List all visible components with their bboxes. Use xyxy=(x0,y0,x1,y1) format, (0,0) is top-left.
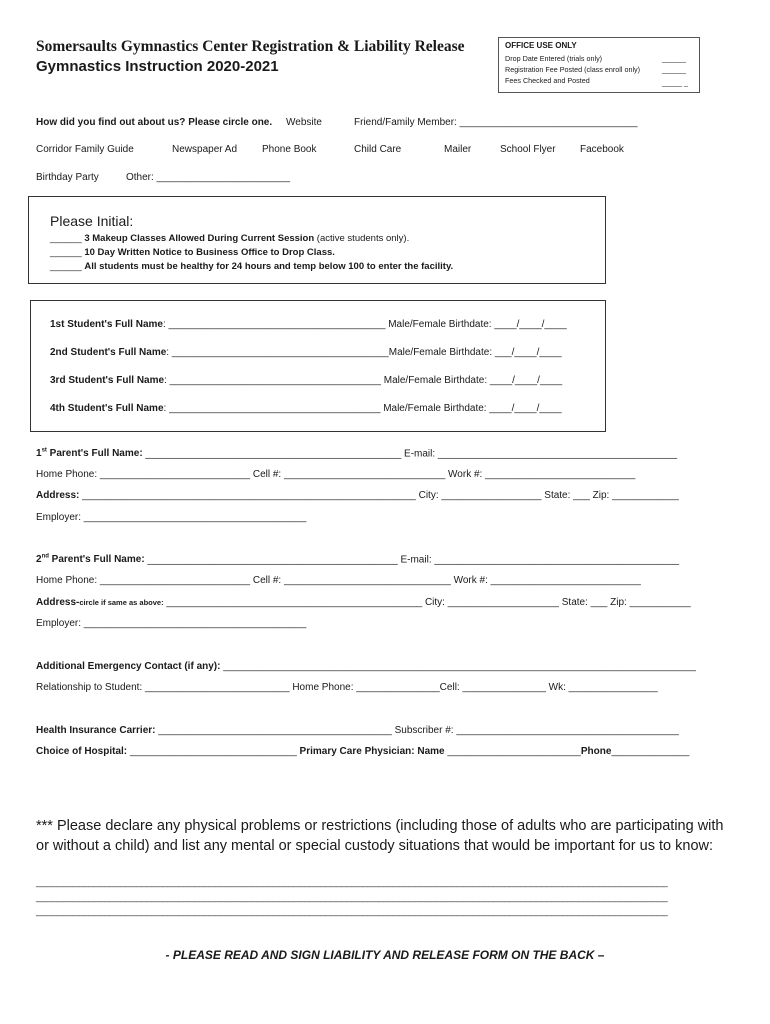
declare-line[interactable]: ________________________________________________________________________________________________________________________ xyxy=(36,906,668,917)
declare-line[interactable]: ________________________________________________________________________________________________________________________ xyxy=(36,877,668,888)
initial-item[interactable] xyxy=(50,247,335,258)
office-use-heading: OFFICE USE ONLY xyxy=(505,41,577,50)
initial-item[interactable] xyxy=(50,261,453,272)
physician-phone-field[interactable]: ______________ xyxy=(611,746,690,757)
student-row[interactable] xyxy=(50,319,567,330)
health-insurance-fields[interactable]: __________________________________________ Subscriber #: ________________________________________ xyxy=(155,725,679,736)
parent2-name-label: 2nd Parent's Full Name: xyxy=(36,554,145,566)
initial-blank[interactable]: ______ xyxy=(50,247,82,258)
option-friend-family[interactable]: Friend/Family Member: ________________________________ xyxy=(354,117,638,128)
initial-item[interactable] xyxy=(50,233,409,244)
option-child-care[interactable]: Child Care xyxy=(354,144,402,155)
parent1-name-fields[interactable]: ______________________________________________ E-mail: ___________________________________________ xyxy=(142,448,678,460)
office-line-registration-fee: Registration Fee Posted (class enroll only) xyxy=(505,65,641,74)
initial-title: Please Initial: xyxy=(50,213,134,229)
form-subtitle: Gymnastics Instruction 2020-2021 xyxy=(36,58,279,75)
office-blank[interactable]: ______ xyxy=(662,54,686,63)
form-title: Somersaults Gymnastics Center Registration & Liability Release xyxy=(36,38,465,55)
option-mailer[interactable]: Mailer xyxy=(444,144,472,155)
parent2-name-fields[interactable]: _____________________________________________ E-mail: ____________________________________________ xyxy=(144,554,680,566)
physician-field[interactable]: ________________________ xyxy=(444,746,581,757)
parent1-address-row[interactable] xyxy=(36,490,679,501)
parent1-address-label: Address: xyxy=(36,490,80,501)
parent1-address-fields[interactable]: ____________________________________________________________ City: __________________ State: ___ Zip: ____________ xyxy=(79,490,679,501)
office-blank[interactable]: _____ _ xyxy=(662,78,688,87)
parent2-address-row[interactable] xyxy=(36,597,691,608)
footer-notice: - PLEASE READ AND SIGN LIABILITY AND RELEASE FORM ON THE BACK – xyxy=(165,948,605,962)
parent2-name-row[interactable] xyxy=(36,554,679,565)
option-other[interactable]: Other: ________________________ xyxy=(126,172,291,183)
emergency-contact-field[interactable]: _____________________________________________________________________________________ xyxy=(220,661,696,672)
parent1-employer-row[interactable]: Employer: ________________________________________ xyxy=(36,512,307,523)
student-fields[interactable]: : ______________________________________ Male/Female Birthdate: ____/____/____ xyxy=(164,375,563,386)
student-label: 1st Student's Full Name xyxy=(50,319,163,330)
option-website[interactable]: Website xyxy=(286,117,322,128)
student-row[interactable] xyxy=(50,347,562,358)
option-facebook[interactable]: Facebook xyxy=(580,144,624,155)
find-us-question: How did you find out about us? Please circle one. xyxy=(36,117,273,128)
option-birthday-party[interactable]: Birthday Party xyxy=(36,172,99,183)
student-row[interactable] xyxy=(50,375,562,386)
health-insurance-row[interactable] xyxy=(36,725,679,736)
emergency-contact-row[interactable] xyxy=(36,661,696,672)
parent2-address-fields[interactable]: ______________________________________________ City: ____________________ State: ___ Zip: ___________ xyxy=(163,597,691,608)
initial-item-note: (active students only). xyxy=(314,233,410,244)
student-label: 4th Student's Full Name xyxy=(50,403,164,414)
option-school-flyer[interactable]: School Flyer xyxy=(500,144,556,155)
student-row[interactable] xyxy=(50,403,562,414)
parent2-phone-row[interactable]: Home Phone: ___________________________ Cell #: ______________________________ Work #: ___________________________ xyxy=(36,575,641,586)
parent1-phone-row[interactable]: Home Phone: ___________________________ Cell #: _____________________________ Work #: ___________________________ xyxy=(36,469,636,480)
parent2-address-label: Address-circle if same as above: xyxy=(36,597,164,608)
parent1-name-row[interactable] xyxy=(36,448,677,459)
option-corridor-family-guide[interactable]: Corridor Family Guide xyxy=(36,144,134,155)
health-insurance-label: Health Insurance Carrier: xyxy=(36,725,156,736)
parent2-employer-row[interactable]: Employer: ________________________________________ xyxy=(36,618,307,629)
parent1-name-label: 1st Parent's Full Name: xyxy=(36,448,143,460)
option-phone-book[interactable]: Phone Book xyxy=(262,144,317,155)
initial-blank[interactable]: ______ xyxy=(50,233,82,244)
initial-blank[interactable]: ______ xyxy=(50,261,82,272)
physician-phone-label: Phone xyxy=(580,746,612,757)
student-fields[interactable]: : _______________________________________Male/Female Birthdate: ___/____/____ xyxy=(166,347,562,358)
student-fields[interactable]: : ______________________________________ Male/Female Birthdate: ____/____/____ xyxy=(163,403,562,414)
student-label: 2nd Student's Full Name xyxy=(50,347,167,358)
declare-line[interactable]: ________________________________________________________________________________________________________________________ xyxy=(36,892,668,903)
physician-label: Primary Care Physician: Name xyxy=(296,746,445,757)
initial-item-text: All students must be healthy for 24 hours and temp below 100 to enter the facility. xyxy=(84,261,454,272)
office-blank[interactable]: ______ xyxy=(662,65,686,74)
emergency-relationship-row[interactable]: Relationship to Student: __________________________ Home Phone: _______________Cell: _______________ Wk: ________________ xyxy=(36,682,658,693)
hospital-row[interactable] xyxy=(36,746,689,757)
initial-item-text: 3 Makeup Classes Allowed During Current Session xyxy=(84,233,315,244)
student-fields[interactable]: : _______________________________________ Male/Female Birthdate: ____/____/____ xyxy=(162,319,567,330)
option-newspaper-ad[interactable]: Newspaper Ad xyxy=(172,144,238,155)
office-use-box xyxy=(498,37,700,93)
hospital-field[interactable]: ______________________________ xyxy=(127,746,297,757)
declare-conditions-text: *** Please declare any physical problems or restrictions (including those of adults who are participating with or without a child) and list any mental or special custody situations that would be important for us to know: xyxy=(36,818,724,854)
office-line-fees-checked: Fees Checked and Posted xyxy=(505,76,590,85)
hospital-label: Choice of Hospital: xyxy=(36,746,128,757)
emergency-contact-label: Additional Emergency Contact (if any): xyxy=(36,661,221,672)
office-line-drop-date: Drop Date Entered (trials only) xyxy=(505,54,603,63)
student-label: 3rd Student's Full Name xyxy=(50,375,165,386)
initial-item-text: 10 Day Written Notice to Business Office to Drop Class. xyxy=(84,247,335,258)
